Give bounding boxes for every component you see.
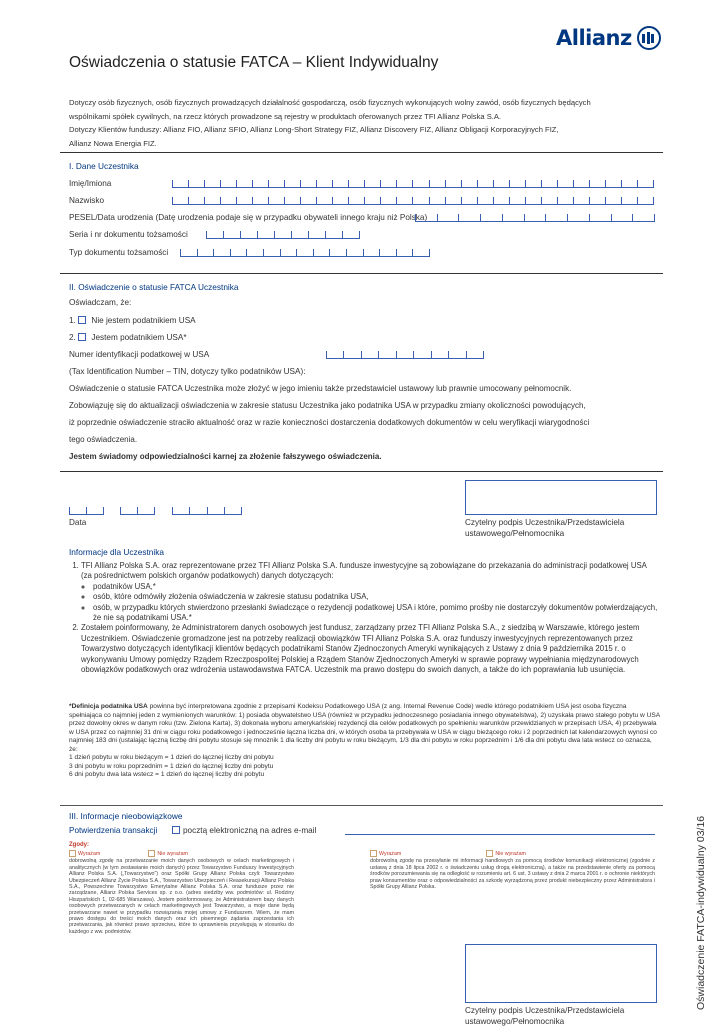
- allianz-eagle-icon: [637, 26, 661, 50]
- option-label: Wyrażam: [379, 850, 402, 857]
- consent-options: [370, 850, 655, 857]
- pesel-field[interactable]: [415, 214, 655, 222]
- date-month-field[interactable]: [120, 507, 155, 515]
- info-item: 2. Zostałem poinformowany, że Administratorem danych osobowych jest fundusz, zarządzany przez TFI Allianz Polska S.A., z siedzibą w Warszawie, którego jestem Uczestnikiem. Oświadczenie gromadzone jest na potrzeby realizacji obowiązków TFI Allianz Polska S.A. oraz funduszy inwestycyjnych reprezentowanych przez Towarzystwo dotyczących identyfikacji klientów będących podatnikami Stanów Zjednoczonych Ameryki wynikających z Ustawy z dnia 9 października 2015 r. o wykonywaniu Umowy pomiędzy Rządem Rzeczpospolitej Polskiej a Rządem Stanów Zjednoczonych Ameryki w sprawie poprawy wypełniania międzynarodowych obowiązków podatkowych oraz wdrożenia ustawodawstwa FATCA. Uczestnik ma prawo dostępu do swoich danych, a także do ich poprawiania lub usunięcia.: [81, 623, 659, 675]
- section-2-heading: II. Oświadczenie o statusie FATCA Uczestnika: [69, 282, 239, 292]
- consent-text: dobrowolną zgodę na przesyłanie mi informacji handlowych za pomocą środków komunikacji elektronicznej (zgodnie z ustawą z dnia 18 lipca 2002 r. o świadczeniu usług drogą elektroniczną), a także na przedstawienie oferty za pomocą środków porozumiewania się na odległość w rozumieniu art. 6 ust. 3 ustawy z dnia 2 marca 2001 r. o ochronie niektórych praw konsumentów oraz o odpowiedzialności za szkodę wyrządzoną przez produkt niebezpieczny przez Administratora i Spółki Grupy Allianz Polska.: [370, 858, 655, 890]
- checkbox-agree[interactable]: [370, 850, 377, 857]
- signature-label: [465, 517, 624, 539]
- checkbox-disagree[interactable]: [486, 850, 493, 857]
- info-item: [81, 561, 659, 623]
- option-label: Wyrażam: [78, 850, 101, 857]
- option-not-us-taxpayer[interactable]: [69, 316, 196, 325]
- declaration-line: iż poprzednie oświadczenie straciło aktualność oraz w razie konieczności dostarczenia dodatkowych dokumentów w celu weryfikacji wiarygodności: [69, 418, 590, 427]
- definition-calc: 3 dni pobytu w roku poprzednim = 1 dzień do łącznej liczby dni pobytu: [69, 762, 274, 770]
- divider: [60, 471, 663, 472]
- id-type-field[interactable]: [180, 249, 430, 257]
- info-list: [69, 561, 659, 675]
- declaration-line: Oświadczenie o statusie FATCA Uczestnika może złożyć w jego imieniu także przedstawiciel ustawowy lub prawnie umocowany pełnomocnik.: [69, 384, 572, 393]
- form-id-vertical: Oświadczenie FATCA-indywidualny 03/16: [695, 815, 707, 1010]
- intro-line: Dotyczy osób fizycznych, osób fizycznych prowadzących działalność gospodarczą, osób fizycznych wykonujących wolny zawód, osób fizycznych będących: [69, 98, 591, 107]
- tin-note: (Tax Identification Number – TIN, dotyczy tylko podatników USA):: [69, 367, 306, 376]
- declaration-line-bold: Jestem świadomy odpowiedzialności karnej za złożenie fałszywego oświadczenia.: [69, 452, 382, 461]
- consent-options: [69, 850, 294, 857]
- pesel-label: PESEL/Data urodzenia (Datę urodzenia podaje się w przypadku obywateli innego kraju niż Polska): [69, 213, 428, 222]
- divider: [60, 273, 663, 274]
- consent-electronic: [370, 850, 655, 890]
- consent-disagree-option[interactable]: [148, 850, 188, 857]
- signature-label-line: Czytelny podpis Uczestnika/Przedstawiciela: [465, 518, 625, 527]
- signature-box-2[interactable]: [465, 944, 657, 1003]
- definition-title: *Definicja podatnika USA: [69, 703, 148, 710]
- info-item-text: TFI Allianz Polska S.A. oraz reprezentowane przez TFI Allianz Polska S.A. fundusze inwestycyjne są zobowiązane do przekazania do administracji podatkowej USA (za pośrednictwem polskich organów podatkowych) danych dotyczących:: [81, 561, 647, 581]
- option-label: Nie wyrażam: [495, 850, 526, 857]
- signature-box[interactable]: [465, 480, 657, 515]
- checkbox-agree[interactable]: [69, 850, 76, 857]
- signature-label-line: Czytelny podpis Uczestnika/Przedstawiciela: [465, 1006, 625, 1015]
- consent-disagree-option[interactable]: [486, 850, 526, 857]
- consent-text: dobrowolną zgodę na przetwarzanie moich danych osobowych w celach marketingowych i analitycznych (w tym zestawianie moich danych) przez Towarzystwo Funduszy Inwestycyjnych Allianz Polska S.A. („Towarzystwo”) oraz Spółki Grupy Allianz Polska czyli: Towarzystwo Ubezpieczeń Allianz Życie Polska S.A., Towarzystwo Ubezpieczeń i Reasekuracji Allianz Polska S.A., Powszechne Towarzystwo Emerytalne Allianz Polska S.A. oraz fundusze przez nie zarządzane, Allianz Polska Services sp. z o.o. (adres siedziby ww. podmiotów: ul. Rodziny Hiszpańskich 1, 02-685 Warszawa). Jestem poinformowany, że Administratorem bazy danych osobowych przetwarzanych w celach marketingowych jest Towarzystwo, a moje dane będą przetwarzane nawet w przypadku rozwiązania mojej umowy z Funduszem. Wiem, że mam prawo dostępu do treści moich danych oraz ich pisemnego żądania zaprzestania ich przetwarzania, jak również prawo sprzeciwu, które to uprawnienia przysługują w stosunku do każdego z ww. podmiotów.: [69, 858, 294, 935]
- id-number-field[interactable]: [206, 231, 360, 239]
- intro-line: wspólnikami spółek cywilnych, na rzecz których prowadzone są rejestry w produktach oferowanych przez TFI Allianz Polska S.A.: [69, 111, 502, 121]
- divider: [60, 805, 663, 806]
- intro-line: Allianz Nowa Energia FIZ.: [69, 138, 157, 148]
- logo-text: Allianz: [556, 26, 632, 50]
- info-bullet: ◦ podatników USA,*: [93, 582, 659, 592]
- option-number: 2.: [69, 333, 76, 342]
- tin-label: Numer identyfikacji podatkowej w USA: [69, 350, 210, 359]
- confirmations-label: Potwierdzenia transakcji: [69, 826, 158, 835]
- consent-agree-option[interactable]: [370, 850, 401, 857]
- date-day-field[interactable]: [69, 507, 104, 515]
- info-heading: Informacje dla Uczestnika: [69, 547, 164, 557]
- definition-calc: 1 dzień pobytu w roku bieżącym = 1 dzień do łącznej liczby dni pobytu: [69, 754, 274, 761]
- intro-line: Dotyczy Klientów funduszy: Allianz FIO, Allianz SFIO, Allianz Long-Short Strategy FIZ, Allianz Discovery FIZ, Allianz Obligacji Korporacyjnych FIZ,: [69, 125, 559, 134]
- first-name-label: Imię/Imiona: [69, 179, 112, 188]
- tin-field[interactable]: [326, 351, 484, 359]
- email-field[interactable]: [345, 834, 655, 835]
- option-label: Nie wyrażam: [157, 850, 188, 857]
- id-number-label: Seria i nr dokumentu tożsamości: [69, 230, 188, 239]
- id-type-label: Typ dokumentu tożsamości: [69, 248, 169, 257]
- option-us-taxpayer[interactable]: [69, 333, 187, 342]
- definition-text: powinna być interpretowana zgodnie z przepisami Kodeksu Podatkowego USA (z ang. Internal Revenue Code) wedle którego podatnikiem USA jest osoba fizyczna spełniająca co najmniej jeden z wymienionych warunków: 1) posiada obywatelstwo USA (również w przypadku jednoczesnego posiadania innego obywatelstwa), 2) uzyskała prawo stałego pobytu w USA przez dowolny okres w danym roku (tzw. Zielona Karta), 3) dokonała wyboru amerykańskiej rezydencji dla celów podatkowych po spełnieniu warunków przewidzianych w przepisach USA, 4) przebywała w USA przez co najmniej 31 dni w ciągu roku podatkowego i jednocześnie łączna liczba dni, w których osoba ta przebywała w USA w ciągu bieżącego roku i 2 poprzednich lat kalendarzowych wynosi co najmniej 183 dni (ustalając łączną liczbę dni pobytu stosuje się mnożnik 1 dla liczby dni pobytu w roku bieżącym, 1/3 dla dni pobytu w roku poprzednim i 1/6 dla dni pobytu dwa lata wstecz co oznacza, że:: [69, 703, 660, 753]
- intro-text: [69, 96, 664, 150]
- consent-agree-option[interactable]: [69, 850, 100, 857]
- section-3-heading: III. Informacje nieobowiązkowe: [69, 811, 183, 821]
- page-title: Oświadczenia o statusie FATCA – Klient Indywidualny: [69, 54, 439, 71]
- info-bullet: ◦ osób, które odmówiły złożenia oświadczenia w zakresie statusu podatnika USA,: [93, 592, 659, 602]
- declare-text: Oświadczam, że:: [69, 298, 132, 307]
- consents-label: Zgody:: [69, 842, 89, 848]
- info-bullet: ◦ osób, w przypadku których stwierdzono przesłanki świadczące o rezydencji podatkowej USA i które, pomimo prośby nie dostarczyły dokumentów potwierdzających, że nie są podatnikami USA.*: [93, 603, 659, 624]
- date-label: Data: [69, 518, 87, 527]
- option-number: 1.: [69, 316, 76, 325]
- first-name-field[interactable]: [172, 180, 654, 188]
- signature-label-line: ustawowego/Pełnomocnika: [465, 529, 565, 538]
- definition-calc: 6 dni pobytu dwa lata wstecz = 1 dzień do łącznej liczby dni pobytu: [69, 771, 265, 778]
- us-taxpayer-definition: [69, 703, 661, 780]
- email-confirmation-option[interactable]: [172, 826, 316, 835]
- date-year-field[interactable]: [172, 507, 242, 515]
- option-label: Nie jestem podatnikiem USA: [91, 316, 196, 325]
- surname-label: Nazwisko: [69, 196, 105, 205]
- surname-field[interactable]: [172, 197, 654, 205]
- declaration-text: [69, 380, 664, 465]
- section-1-heading: I. Dane Uczestnika: [69, 161, 139, 171]
- option-label: pocztą elektroniczną na adres e-mail: [183, 826, 317, 835]
- checkbox-us-taxpayer[interactable]: [78, 333, 86, 341]
- option-label: Jestem podatnikiem USA*: [91, 333, 187, 342]
- checkbox-disagree[interactable]: [148, 850, 155, 857]
- allianz-logo: [556, 26, 661, 50]
- declaration-line: Zobowiązuję się do aktualizacji oświadczenia w zakresie statusu Uczestnika jako podatnika USA w przypadku zmiany okoliczności powodujących,: [69, 401, 586, 410]
- checkbox-not-us-taxpayer[interactable]: [78, 316, 86, 324]
- divider: [60, 152, 663, 153]
- consent-marketing: [69, 850, 294, 935]
- declaration-line: tego oświadczenia.: [69, 435, 138, 444]
- checkbox-email-confirmation[interactable]: [172, 826, 180, 834]
- signature-label-line: ustawowego/Pełnomocnika: [465, 1017, 565, 1026]
